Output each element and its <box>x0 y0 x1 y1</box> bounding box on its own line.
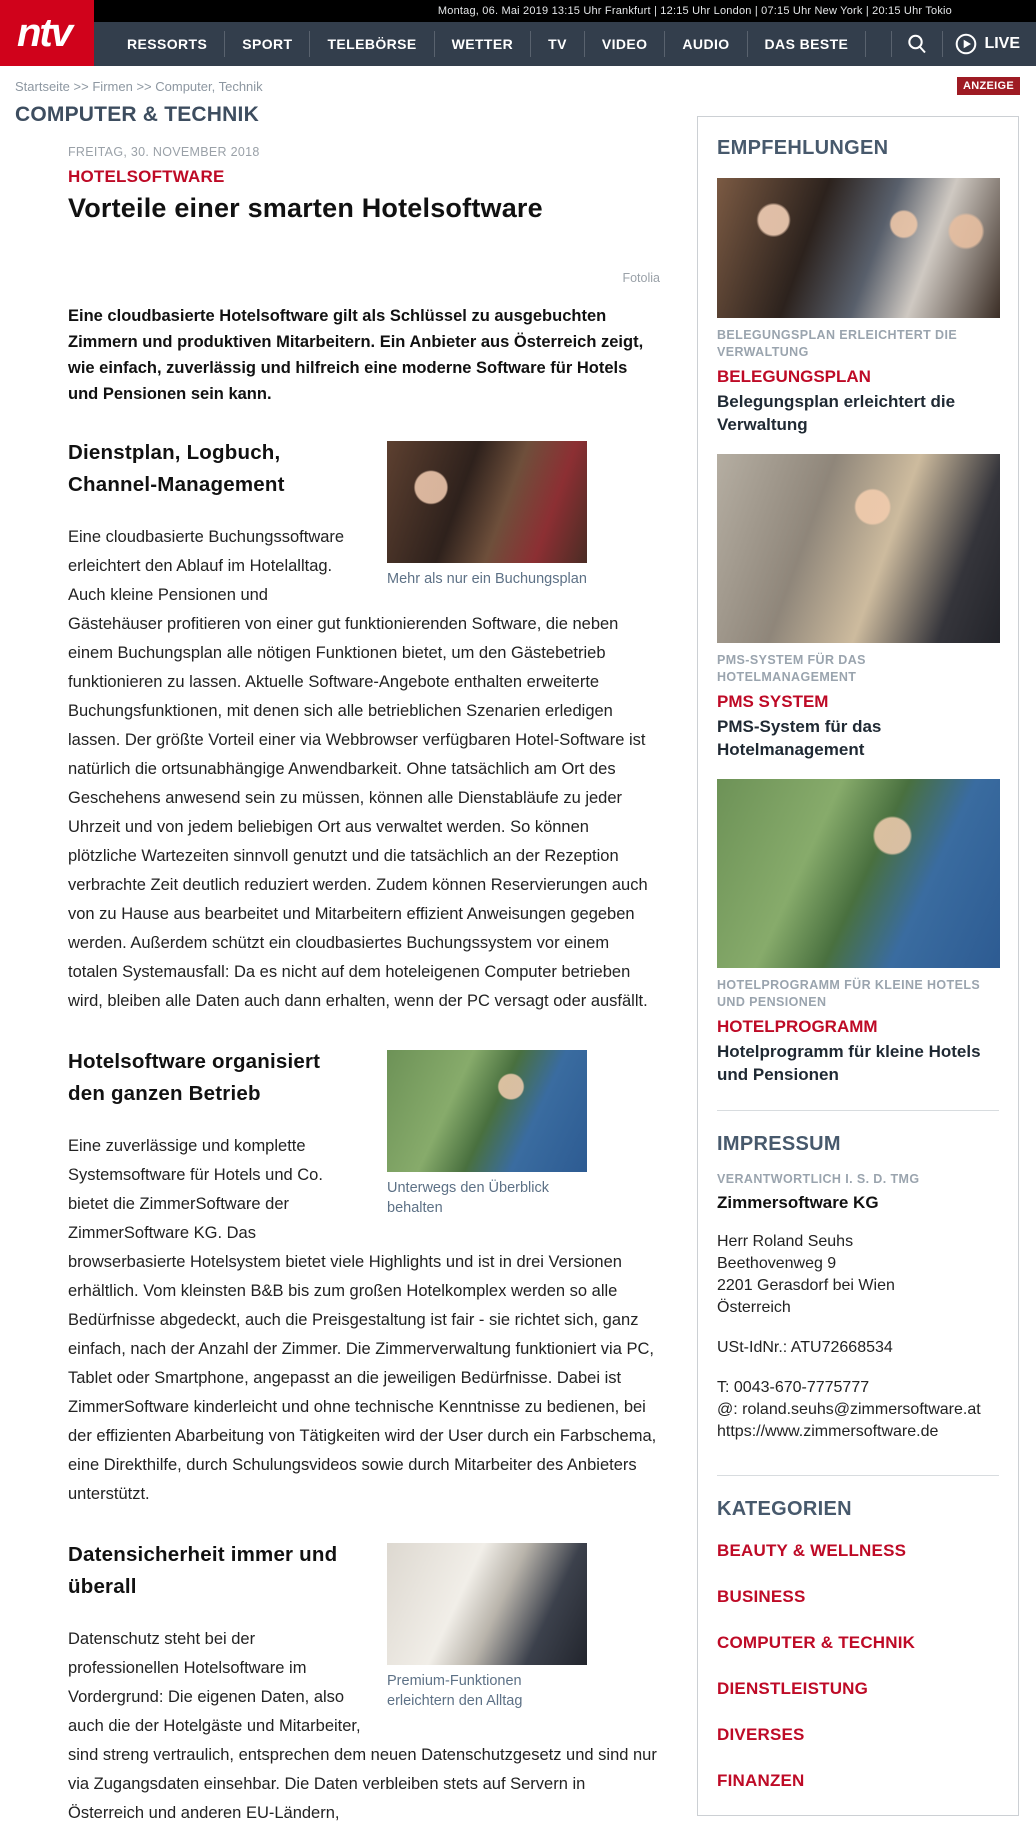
nav-item-das-beste[interactable]: DAS BESTE <box>764 36 849 52</box>
impressum-eyebrow: VERANTWORTLICH I. S. D. TMG <box>717 1172 920 1186</box>
address-line: 2201 Gerasdorf bei Wien <box>717 1277 895 1294</box>
world-clock-text: Montag, 06. Mai 2019 13:15 Uhr Frankfurt | 12:15 Uhr London | 07:15 Uhr New York | 20:15 Uhr Tokio <box>437 5 952 17</box>
recommendation-card-belegungsplan[interactable] <box>717 178 999 436</box>
section-body-2: Eine zuverlässige und komplette Systemsoftware für Hotels und Co. bietet die ZimmerSoftware der ZimmerSoftware KG. Das browserbasierte Hotelsystem bietet viele Highlights und ist in drei Versionen erhältlich. Vom kleinsten B&B bis zum großen Hotelkomplex werden so alle Bedürfnisse abgedeckt, auch die Preisgestaltung ist fair - sie richtet sich, ganz einfach, nach der Anzahl der Zimmer. Die Zimmerverwaltung funktioniert via PC, Tablet oder Smartphone, angepasst an die jeweiligen Bedürfnisse. Dabei ist ZimmerSoftware kinderleicht und ohne technische Kenntnisse zu bedienen, bei der effizienten Abarbeitung von Tätigkeiten wird der User durch ein Farbschema, eine Direkthilfe, durch Schulungsvideos sowie durch Mitarbeiter des Anbieters unterstützt. <box>68 1137 657 1503</box>
ntv-logo[interactable] <box>0 0 94 66</box>
breadcrumb <box>15 79 263 94</box>
category-link-diverses[interactable]: DIVERSES <box>717 1725 805 1744</box>
card-kicker: PMS SYSTEM <box>717 692 829 711</box>
category-link-finanzen[interactable]: FINANZEN <box>717 1771 805 1790</box>
address-line: Beethovenweg 9 <box>717 1255 837 1272</box>
figure-caption-2: Unterwegs den Überblick behalten <box>387 1180 549 1216</box>
breadcrumb-firmen[interactable]: Firmen <box>92 78 133 94</box>
ntv-logo-text: ntv <box>17 10 71 55</box>
play-circle-icon <box>955 33 977 55</box>
article-kicker: HOTELSOFTWARE <box>68 167 225 186</box>
nav-item-ressorts[interactable]: RESSORTS <box>127 36 208 52</box>
card-kicker: BELEGUNGSPLAN <box>717 367 871 386</box>
sidebar-divider <box>717 1110 999 1111</box>
section-heading-1: Dienstplan, Logbuch, Channel-Management <box>68 441 285 496</box>
nav-separator <box>865 31 866 57</box>
section-heading-3: Datensicherheit immer und überall <box>68 1543 338 1598</box>
card-eyebrow: HOTELPROGRAMM FÜR KLEINE HOTELS UND PENSIONEN <box>717 978 981 1009</box>
live-button[interactable] <box>943 22 1036 66</box>
card-title: PMS-System für das Hotelmanagement <box>717 717 882 759</box>
reception-photo <box>387 441 587 563</box>
article-headline: Vorteile einer smarten Hotelsoftware <box>68 193 543 223</box>
card-title: Belegungsplan erleichtert die Verwaltung <box>717 392 956 434</box>
card-eyebrow: BELEGUNGSPLAN ERLEICHTERT DIE VERWALTUNG <box>717 328 958 359</box>
figure-caption-1: Mehr als nur ein Buchungsplan <box>387 571 587 587</box>
article-figure-2 <box>387 1050 587 1218</box>
main-column <box>15 103 660 1828</box>
breadcrumb-separator: >> <box>136 78 152 94</box>
park-photo <box>387 1050 587 1172</box>
impressum-url[interactable]: https://www.zimmersoftware.de <box>717 1423 939 1440</box>
sidebar <box>697 116 1019 1816</box>
impressum-phone: T: 0043-670-7775777 <box>717 1379 870 1396</box>
page-title: COMPUTER & TECHNIK <box>15 103 259 126</box>
impressum-email[interactable]: @: roland.seuhs@zimmersoftware.at <box>717 1401 981 1418</box>
article-intro: Eine cloudbasierte Hotelsoftware gilt als Schlüssel zu ausgebuchten Zimmern und produktiven Mitarbeitern. Ein Anbieter aus Österreich zeigt, wie einfach, zuverlässig und hilfreich eine moderne Software für Hotels und Pensionen sein kann. <box>68 307 644 403</box>
article-section-1 <box>68 437 660 1016</box>
address-line: Herr Roland Seuhs <box>717 1233 854 1250</box>
article-section-2 <box>68 1046 660 1509</box>
impressum-heading: IMPRESSUM <box>717 1133 841 1155</box>
lobby-photo <box>717 178 1000 318</box>
search-icon <box>906 33 928 55</box>
category-link-computer-technik[interactable]: COMPUTER & TECHNIK <box>717 1633 916 1652</box>
article-figure-1 <box>387 441 587 589</box>
category-link-beauty-wellness[interactable]: BEAUTY & WELLNESS <box>717 1541 907 1560</box>
section-heading-2: Hotelsoftware organisiert den ganzen Betrieb <box>68 1050 321 1105</box>
section-body-1: Eine cloudbasierte Buchungssoftware erleichtert den Ablauf im Hotelalltag. Auch kleine Pensionen und Gästehäuser profitieren von einer gut funktionierenden Software, die neben einem Buchungsplan alle nötigen Funktionen bietet, um den Gästebetrieb funktionieren zu lassen. Aktuelle Software-Angebote enthalten erweiterte Buchungsfunktionen, mit denen sich alle betrieblichen Szenarien erledigen lassen. Der größte Vorteil einer via Webbrowser verfügbaren Hotel-Software ist natürlich die ortsunabhängige Anwendbarkeit. Ohne tatsächlich am Ort des Geschehens anwesend sein zu müssen, können alle Dienstabläufe zu jeder Uhrzeit und von jedem beliebigen Ort aus verwaltet werden. So können plötzliche Wartezeiten sinnvoll genutzt und die tatsächlich an der Rezeption verbrachte Zeit deutlich reduziert werden. Zudem können Reservierungen auch von zu Hause aus bearbeitet und Mitarbeitern effizient Anweisungen gegeben werden. Außerdem schützt ein cloudbasiertes Buchungssystem vor einem totalen Systemausfall: Da es nicht auf dem hoteleigenen Computer betrieben wird, bleiben alle Daten auch dann erhalten, wenn der PC versagt oder ausfällt. <box>68 528 648 1010</box>
categories-heading: KATEGORIEN <box>717 1498 852 1520</box>
hotel-room-photo <box>387 1543 587 1665</box>
breadcrumb-startseite[interactable]: Startseite <box>15 78 70 94</box>
figure-caption-3: Premium-Funktionen erleichtern den Alltag <box>387 1673 523 1709</box>
article-date: FREITAG, 30. NOVEMBER 2018 <box>68 145 260 159</box>
breadcrumb-computer-technik[interactable]: Computer, Technik <box>155 78 263 94</box>
article-section-3 <box>68 1539 660 1828</box>
impressum-address <box>717 1231 999 1319</box>
card-kicker: HOTELPROGRAMM <box>717 1017 878 1036</box>
nav-item-sport[interactable]: SPORT <box>242 36 293 52</box>
impressum-vat: USt-IdNr.: ATU72668534 <box>717 1339 893 1356</box>
category-link-business[interactable]: BUSINESS <box>717 1587 806 1606</box>
section-body-3: Datenschutz steht bei der professionellen Hotelsoftware im Vordergrund: Die eigenen Daten, also auch die der Hotelgäste und Mitarbeiter, sind streng vertraulich, entsprechen dem neuen Datenschutzgesetz und sind nur via Zugangsdaten einsehbar. Die Daten verbleiben stets auf Servern in Österreich und anderen EU-Ländern, <box>68 1630 657 1822</box>
photo-credit: Fotolia <box>622 271 660 285</box>
breadcrumb-row <box>0 66 1036 101</box>
world-clock-bar <box>0 0 1036 22</box>
nav-item-wetter[interactable]: WETTER <box>451 36 514 52</box>
live-label: LIVE <box>984 35 1020 52</box>
nav-item-video[interactable]: VIDEO <box>601 36 648 52</box>
article <box>68 145 660 1828</box>
park-photo <box>717 779 1000 968</box>
breadcrumb-separator: >> <box>73 78 89 94</box>
category-link-dienstleistung[interactable]: DIENSTLEISTUNG <box>717 1679 869 1698</box>
search-button[interactable] <box>892 22 942 66</box>
impressum-company: Zimmersoftware KG <box>717 1193 879 1212</box>
car-photo <box>717 454 1000 643</box>
address-line: Österreich <box>717 1299 791 1316</box>
nav-item-audio[interactable]: AUDIO <box>682 36 730 52</box>
sidebar-divider <box>717 1475 999 1476</box>
recommendation-card-pms-system[interactable] <box>717 454 999 761</box>
nav-item-tv[interactable]: TV <box>548 36 567 52</box>
recommendations-heading: EMPFEHLUNGEN <box>717 137 889 159</box>
article-figure-3 <box>387 1543 587 1711</box>
anzeige-badge: ANZEIGE <box>957 77 1020 95</box>
nav-item-teleboerse[interactable]: TELEBÖRSE <box>327 36 417 52</box>
card-title: Hotelprogramm für kleine Hotels und Pensionen <box>717 1042 981 1084</box>
recommendation-card-hotelprogramm[interactable] <box>717 779 999 1086</box>
card-eyebrow: PMS-SYSTEM FÜR DAS HOTELMANAGEMENT <box>717 653 866 684</box>
content-area <box>0 101 1036 1828</box>
